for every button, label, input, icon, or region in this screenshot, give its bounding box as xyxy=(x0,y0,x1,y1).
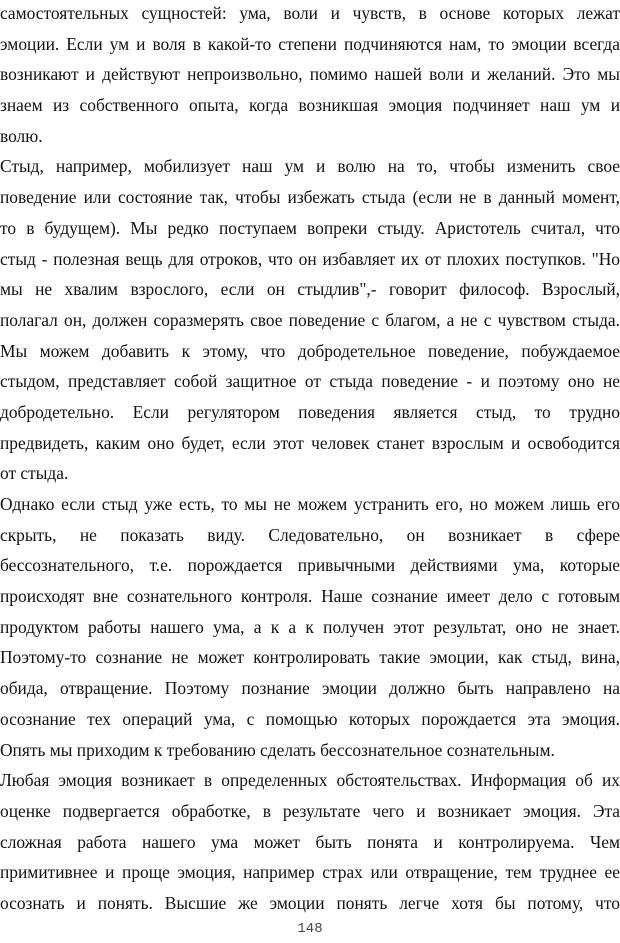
text-line: Стыд, например, мобилизует наш ум и волю на то, чтобы изменить свое xyxy=(0,156,620,177)
text-line: сложная работа нашего ума может быть понята и контролируема. Чем xyxy=(0,831,620,852)
text-line: предвидеть, каким оно будет, если этот человек станет взрослым и освободится xyxy=(0,432,620,453)
text-line: Любая эмоция возникает в определенных обстоятельствах. Информация об их xyxy=(0,770,620,791)
text-line: от стыда. xyxy=(0,463,69,484)
text-line: знаем из собственного опыта, когда возникшая эмоция подчиняет наш ум и xyxy=(0,95,620,116)
text-line: происходят вне сознательного контроля. Наше сознание имеет дело с готовым xyxy=(0,586,620,607)
text-line: бессознательного, т.е. порождается привычными действиями ума, которые xyxy=(0,555,620,576)
text-line: продуктом работы нашего ума, а к а к получен этот результат, оно не знает. xyxy=(0,616,620,637)
text-line: скрыть, не показать виду. Следовательно, он возникает в сфере xyxy=(0,524,620,545)
text-line: полагал он, должен соразмерять свое поведение с благом, а не с чувством стыда. xyxy=(0,309,620,330)
text-line: возникают и действуют непроизвольно, помимо нашей воли и желаний. Это мы xyxy=(0,64,620,85)
text-line: мы не хвалим взрослого, если он стыдлив",- говорит философ. Взрослый, xyxy=(0,279,620,300)
text-line: то в будущем). Мы редко поступаем вопреки стыду. Аристотель считал, что xyxy=(0,217,620,238)
text-line: Мы можем добавить к этому, что добродетельное поведение, побуждаемое xyxy=(0,340,620,361)
text-line: Опять мы приходим к требованию сделать бессознательное сознательным. xyxy=(0,739,555,760)
text-line: Однако если стыд уже есть, то мы не можем устранить его, но можем лишь его xyxy=(0,494,620,514)
text-line: обида, отвращение. Поэтому познание эмоции должно быть направлено на xyxy=(0,678,620,699)
text-line: самостоятельных сущностей: ума, воли и чувств, в основе которых лежат xyxy=(0,3,620,23)
page-number: 148 xyxy=(297,921,323,937)
text-line: стыдом, представляет собой защитное от стыда поведение - и поэтому оно не xyxy=(0,371,620,392)
text-line: поведение или состояние так, чтобы избежать стыда (если не в данный момент, xyxy=(0,187,620,208)
text-line: эмоции. Если ум и воля в какой-то степени подчиняются нам, то эмоции всегда xyxy=(0,33,620,54)
text-line: осознать и понять. Высшие же эмоции понять легче хотя бы потому, что xyxy=(0,892,620,913)
text-line: Поэтому-то сознание не может контролировать такие эмоции, как стыд, вина, xyxy=(0,647,620,668)
text-line: осознание тех операций ума, с помощью которых порождается эта эмоция. xyxy=(0,708,620,729)
text-line: оценке подвергается обработке, в результате чего и возникает эмоция. Эта xyxy=(0,800,620,821)
text-line: добродетельно. Если регулятором поведения является стыд, то трудно xyxy=(0,401,620,422)
text-line: стыд - полезная вещь для отроков, что он избавляет их от плохих поступков. "Но xyxy=(0,248,620,269)
text-line: волю. xyxy=(0,125,43,146)
text-line: примитивнее и проще эмоция, например страх или отвращение, тем труднее ее xyxy=(0,862,620,883)
